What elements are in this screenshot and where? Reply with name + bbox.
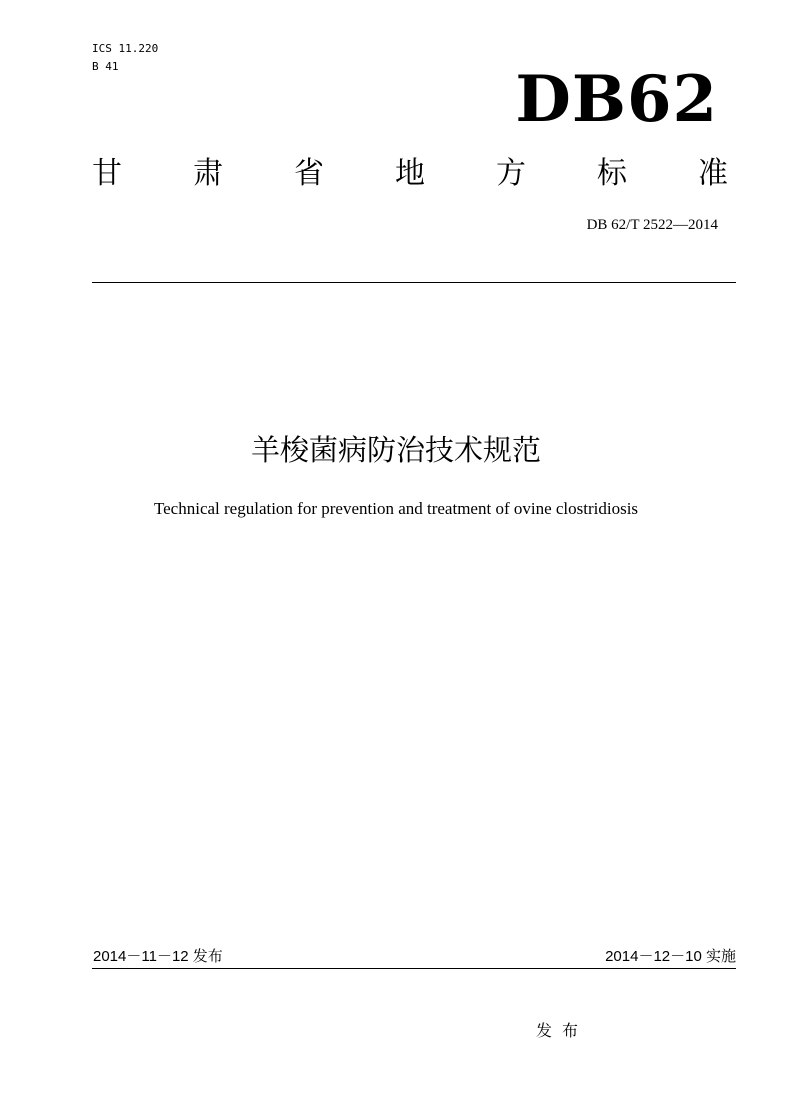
- document-title-chinese: 羊梭菌病防治技术规范: [250, 433, 541, 467]
- publisher-label: 发布: [536, 1021, 589, 1040]
- standard-type-char: 地: [395, 156, 425, 191]
- standard-type-char: 省: [294, 156, 324, 191]
- standard-type-heading: [92, 154, 728, 194]
- ccs-code: B 41: [92, 60, 119, 73]
- standard-type-char: 标: [597, 156, 627, 191]
- standard-type-char: 甘: [92, 156, 122, 191]
- standard-number: DB 62/T 2522—2014: [586, 217, 718, 233]
- standard-logo: DB62: [515, 62, 718, 137]
- bottom-divider: [92, 968, 736, 969]
- standard-type-char: 肃: [193, 156, 223, 191]
- issue-date: 2014－11－12 发布: [93, 948, 223, 965]
- implementation-date: 2014－12－10 实施: [605, 948, 736, 965]
- ics-code: ICS 11.220: [92, 42, 159, 55]
- standard-type-char: 方: [496, 156, 526, 191]
- top-divider: [92, 282, 736, 283]
- classification-codes: [92, 40, 158, 76]
- standard-type-char: 准: [698, 156, 728, 191]
- document-title-english: Technical regulation for prevention and treatment of ovine clostridiosis: [153, 499, 639, 518]
